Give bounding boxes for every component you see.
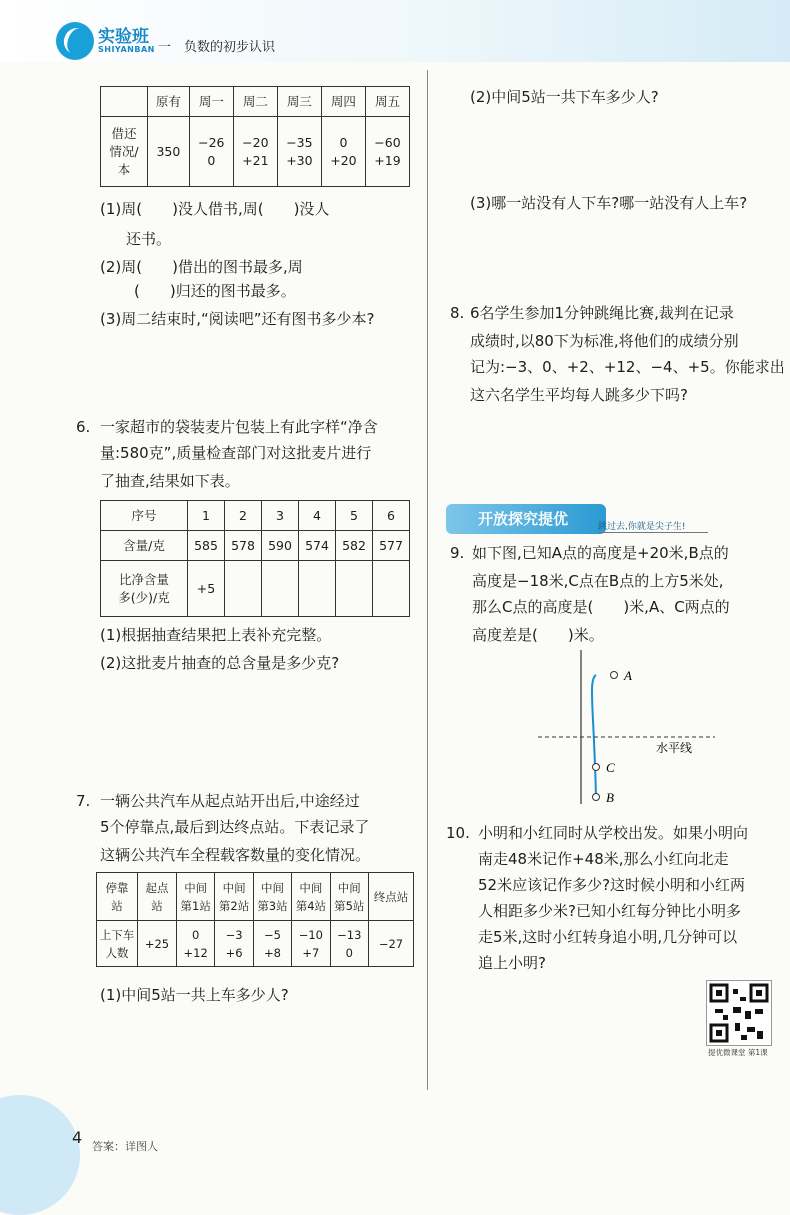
- row-label: 比净含量 多(少)/克: [101, 561, 188, 617]
- table-cell-blank[interactable]: [373, 561, 410, 617]
- table-cell-blank[interactable]: [336, 561, 373, 617]
- q10-line2: 南走48米记作+48米,那么小红向北走: [478, 850, 729, 868]
- logo-title: 实验班: [98, 27, 149, 47]
- q9-line2: 高度是−18米,C点在B点的上方5米处,: [472, 572, 724, 590]
- table-header-cell: 5: [336, 501, 373, 531]
- table-header-cell: 1: [188, 501, 225, 531]
- section-banner-title: 开放探究提优: [478, 510, 569, 528]
- row-label: 借还 情况/ 本: [101, 117, 148, 187]
- table-cell: 0 +20: [321, 117, 365, 187]
- table-header-cell: 周四: [321, 87, 365, 117]
- q7-part1: (1)中间5站一共上车多少人?: [100, 986, 289, 1004]
- table-cell-blank[interactable]: [225, 561, 262, 617]
- table-header-cell: 序号: [101, 501, 188, 531]
- q8-line3: 记为:−3、0、+2、+12、−4、+5。你能求出: [470, 358, 785, 376]
- row-label: 上下车 人数: [97, 921, 138, 967]
- q7-line3: 这辆公共汽车全程载客数量的变化情况。: [100, 846, 371, 864]
- q8-number: 8.: [450, 304, 465, 322]
- table-cell: −35 +30: [277, 117, 321, 187]
- table-header-cell: 起点 站: [138, 873, 177, 921]
- table-cell: 582: [336, 531, 373, 561]
- table-cell: 577: [373, 531, 410, 561]
- qr-caption: 提优微课堂 第1课: [708, 1048, 768, 1057]
- page-number: 4: [72, 1128, 83, 1147]
- q8-line1: 6名学生参加1分钟跳绳比赛,裁判在记录: [470, 304, 734, 322]
- table-header-cell: 中间 第1站: [177, 873, 215, 921]
- q8-line4: 这六名学生平均每人跳多少下吗?: [470, 386, 688, 404]
- table-cell: 590: [262, 531, 299, 561]
- q9-number: 9.: [450, 544, 465, 562]
- table-cell: −3 +6: [215, 921, 253, 967]
- q10-line4: 人相距多少米?已知小红每分钟比小明多: [478, 902, 741, 920]
- table-header-cell: 周五: [365, 87, 409, 117]
- table-cell: −13 0: [330, 921, 368, 967]
- qr-code[interactable]: [706, 980, 772, 1046]
- q7-line2: 5个停靠点,最后到达终点站。下表记录了: [100, 818, 370, 836]
- q9-line1: 如下图,已知A点的高度是+20米,B点的: [472, 544, 729, 562]
- table-cell: 578: [225, 531, 262, 561]
- table-header-cell: 周三: [277, 87, 321, 117]
- table-cell: −60 +19: [365, 117, 409, 187]
- label-c: C: [606, 760, 615, 775]
- q5-part2-cont: ( )归还的图书最多。: [134, 282, 296, 300]
- qr-code-icon: [707, 981, 771, 1045]
- table-cell: 350: [148, 117, 190, 187]
- table-cell: −26 0: [189, 117, 233, 187]
- table-header-cell: 2: [225, 501, 262, 531]
- table-cell: +25: [138, 921, 177, 967]
- q8-line2: 成绩时,以80下为标准,将他们的成绩分别: [470, 332, 739, 350]
- table-header-cell: 中间 第4站: [292, 873, 330, 921]
- table-header-cell: 6: [373, 501, 410, 531]
- q6-part1: (1)根据抽查结果把上表补充完整。: [100, 626, 332, 644]
- label-a: A: [624, 668, 632, 683]
- q10-line1: 小明和小红同时从学校出发。如果小明向: [478, 824, 749, 842]
- table-cell: −5 +8: [253, 921, 291, 967]
- table-cell-blank[interactable]: [262, 561, 299, 617]
- q6-number: 6.: [76, 418, 91, 436]
- table-header-cell: 3: [262, 501, 299, 531]
- q7-part3: (3)哪一站没有人下车?哪一站没有人上车?: [470, 194, 748, 212]
- q7-number: 7.: [76, 792, 91, 810]
- q6-part2: (2)这批麦片抽查的总含量是多少克?: [100, 654, 340, 672]
- table-cell: 0 +12: [177, 921, 215, 967]
- q6-line1: 一家超市的袋装麦片包装上有此字样“净含: [100, 418, 378, 436]
- q5-part1-cont: 还书。: [126, 230, 172, 248]
- library-table: [100, 86, 410, 187]
- table-cell: −10 +7: [292, 921, 330, 967]
- chapter-title: 一 负数的初步认识: [158, 40, 276, 55]
- point-a: [611, 672, 618, 679]
- section-banner-subtitle: 跳过去,你就是尖子生!: [598, 522, 686, 532]
- table-header-cell: 终点站: [369, 873, 414, 921]
- table-header-cell: 中间 第2站: [215, 873, 253, 921]
- table-header-cell: 中间 第3站: [253, 873, 291, 921]
- q10-line6: 追上小明?: [478, 954, 546, 972]
- cereal-table: [100, 500, 410, 617]
- q5-part2: (2)周( )借出的图书最多,周: [100, 258, 303, 276]
- bus-table: [96, 872, 414, 967]
- logo-subtitle: SHIYANBAN: [98, 45, 155, 54]
- table-header-cell: 4: [299, 501, 336, 531]
- q9-line3: 那么C点的高度是( )米,A、C两点的: [472, 598, 730, 616]
- q5-part1: (1)周( )没人借书,周( )没人: [100, 200, 330, 218]
- table-cell: 含量/克: [101, 531, 188, 561]
- height-diagram: [530, 648, 730, 808]
- q9-line4: 高度差是( )米。: [472, 626, 604, 644]
- table-header-cell: 原有: [148, 87, 190, 117]
- column-divider: [427, 70, 428, 1090]
- banner-underline: [598, 532, 708, 533]
- label-b: B: [606, 790, 614, 805]
- q6-line3: 了抽查,结果如下表。: [100, 472, 240, 490]
- logo-icon: [56, 22, 94, 60]
- q7-line1: 一辆公共汽车从起点站开出后,中途经过: [100, 792, 360, 810]
- q7-part2: (2)中间5站一共下车多少人?: [470, 88, 659, 106]
- table-header-cell: [101, 87, 148, 117]
- point-c: [593, 764, 600, 771]
- q10-number: 10.: [446, 824, 470, 842]
- q5-part3: (3)周二结束时,“阅读吧”还有图书多少本?: [100, 310, 375, 328]
- footer-text: 答案：详图人: [92, 1140, 158, 1153]
- table-cell: 585: [188, 531, 225, 561]
- label-level: 水平线: [656, 741, 693, 755]
- footer-decoration: [0, 1095, 83, 1215]
- table-cell: −20 +21: [233, 117, 277, 187]
- point-b: [593, 794, 600, 801]
- table-cell-blank[interactable]: [299, 561, 336, 617]
- table-header-cell: 停靠 站: [97, 873, 138, 921]
- table-header-cell: 周二: [233, 87, 277, 117]
- table-header-cell: 周一: [189, 87, 233, 117]
- table-cell: 574: [299, 531, 336, 561]
- q10-line3: 52米应该记作多少?这时候小明和小红两: [478, 876, 746, 894]
- q10-line5: 走5米,这时小红转身追小明,几分钟可以: [478, 928, 738, 946]
- table-cell: −27: [369, 921, 414, 967]
- q6-line2: 量:580克”,质量检查部门对这批麦片进行: [100, 444, 372, 462]
- table-header-cell: 中间 第5站: [330, 873, 368, 921]
- table-cell: +5: [188, 561, 225, 617]
